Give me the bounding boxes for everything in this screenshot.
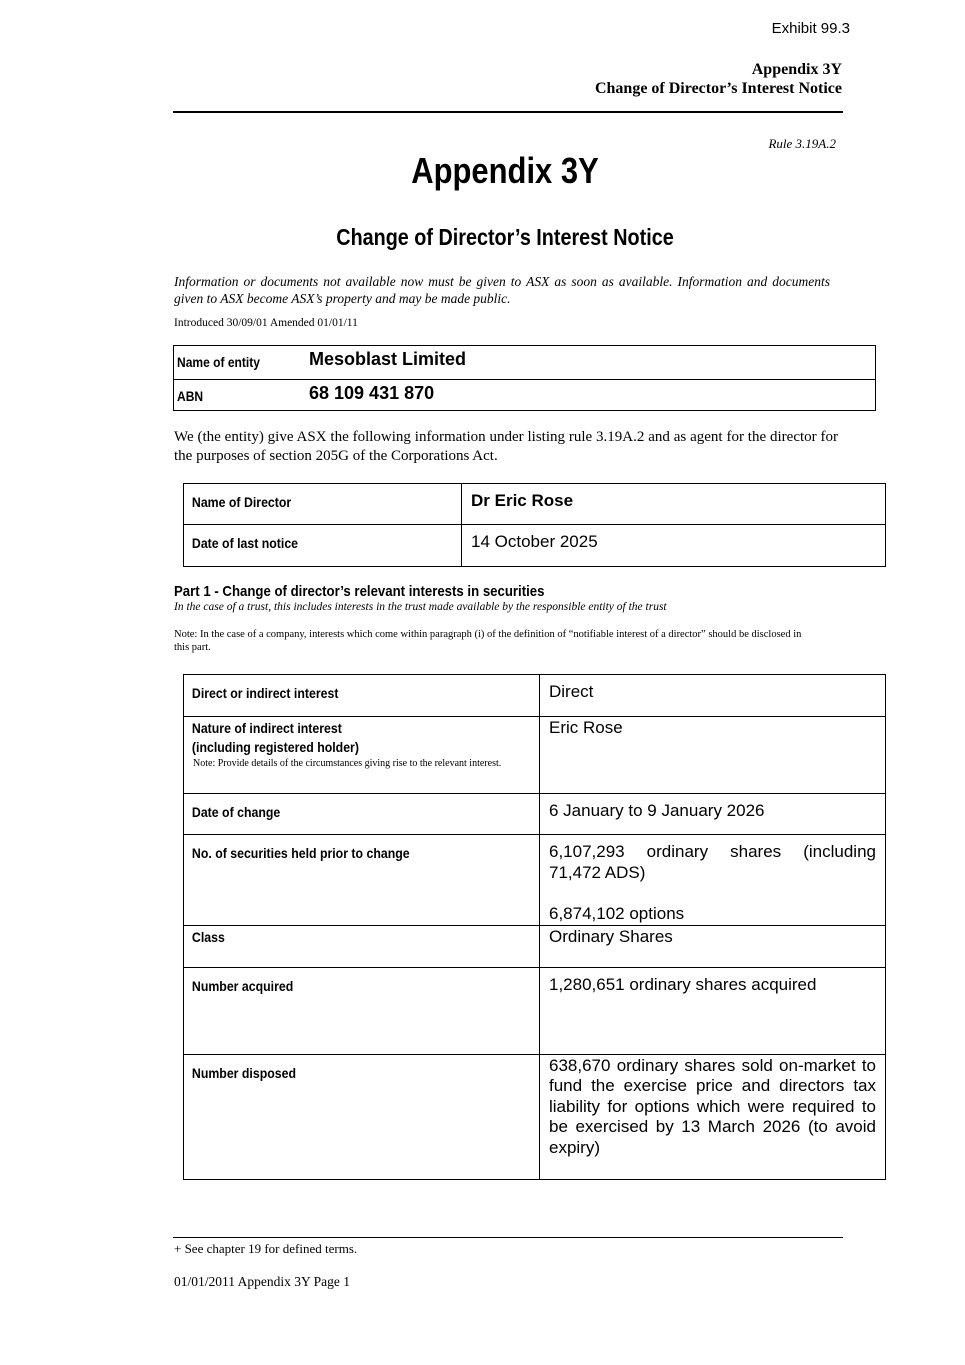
header-divider — [173, 111, 843, 113]
table-cell — [184, 525, 462, 567]
abn-label: ABN — [177, 388, 204, 404]
class-label: Class — [191, 928, 225, 945]
number-disposed-label: Number disposed — [191, 1064, 296, 1081]
table-row — [184, 967, 886, 1054]
indirect-interest-note: Note: Provide details of the circumstances giving rise to the relevant interest. — [193, 758, 502, 769]
table-cell — [540, 675, 886, 717]
table-row — [184, 1054, 886, 1179]
last-notice-value: 14 October 2025 — [471, 532, 598, 551]
table-cell — [184, 675, 540, 717]
part1-subheading: In the case of a trust, this includes interests in the trust made available by the responsible entity of the trust — [174, 601, 667, 613]
table-cell — [540, 1054, 886, 1179]
indirect-interest-value: Eric Rose — [549, 718, 623, 737]
date-of-change-label: Date of change — [191, 804, 281, 820]
date-of-change-value: 6 January to 9 January 2026 — [549, 801, 765, 820]
table-row — [184, 925, 886, 967]
interest-type-value: Direct — [549, 682, 594, 701]
entity-name-row — [174, 346, 875, 379]
director-table — [183, 483, 886, 567]
table-cell — [184, 484, 462, 525]
abn-row — [174, 379, 875, 413]
number-acquired-value: 1,280,651 ordinary shares acquired — [549, 974, 817, 994]
entity-name-value: Mesoblast Limited — [309, 349, 467, 369]
abn-value: 68 109 431 870 — [309, 383, 435, 403]
table-row — [184, 794, 886, 835]
number-disposed-value: 638,670 ordinary shares sold on-market to fund the exercise price and directors tax liability for options which were required to be exercised by 13 March 2026 (to avoid expiry) — [549, 1055, 876, 1157]
rule-reference: Rule 3.19A.2 — [768, 136, 836, 151]
page-subtitle: Change of Director’s Interest Notice — [336, 224, 674, 250]
interest-type-label: Direct or indirect interest — [191, 685, 339, 701]
interest-table — [183, 674, 886, 1180]
table-cell — [184, 1054, 540, 1179]
director-name-label: Name of Director — [191, 494, 292, 510]
part1-note: Note: In the case of a company, interests which come within paragraph (i) of the definition of “notifiable interest of a director” should be disclosed in this part. — [174, 629, 802, 653]
securities-prior-label: No. of securities held prior to change — [191, 845, 410, 861]
running-header-title: Appendix 3Y — [751, 61, 842, 78]
introduced-amended-note: Introduced 30/09/01 Amended 01/01/11 — [174, 317, 358, 329]
running-header-subtitle: Change of Director’s Interest Notice — [594, 80, 842, 97]
indirect-interest-sublabel: (including registered holder) — [191, 739, 359, 755]
part1-heading: Part 1 - Change of director’s relevant interests in securities — [174, 583, 545, 600]
exhibit-label: Exhibit 99.3 — [771, 20, 850, 37]
table-cell — [184, 967, 540, 1054]
entity-name-label: Name of entity — [177, 354, 260, 370]
table-cell — [184, 925, 540, 967]
entity-box — [173, 345, 876, 411]
table-cell — [540, 794, 886, 835]
table-cell — [184, 835, 540, 926]
table-cell — [184, 717, 540, 794]
table-row — [184, 675, 886, 717]
table-row — [184, 717, 886, 794]
footer-defined-terms: + See chapter 19 for defined terms. — [174, 1241, 358, 1256]
table-row — [184, 484, 886, 525]
table-cell — [462, 525, 886, 567]
last-notice-label: Date of last notice — [191, 535, 299, 551]
table-cell — [462, 484, 886, 525]
footer-page-number: 01/01/2011 Appendix 3Y Page 1 — [174, 1274, 350, 1289]
table-cell — [540, 925, 886, 967]
table-row — [184, 835, 886, 926]
footer-divider — [173, 1237, 843, 1238]
class-value: Ordinary Shares — [549, 926, 673, 946]
page-title: Appendix 3Y — [411, 150, 599, 191]
entity-statement: We (the entity) give ASX the following information under listing rule 3.19A.2 and as agent for the director for the purposes of section 205G of the Corporations Act. — [174, 429, 838, 464]
securities-prior-shares: 6,107,293 ordinary shares (including 71,472 ADS) — [549, 842, 876, 882]
table-cell — [540, 717, 886, 794]
table-cell — [184, 794, 540, 835]
number-acquired-label: Number acquired — [191, 977, 294, 994]
securities-prior-options: 6,874,102 options — [549, 904, 685, 923]
table-row — [184, 525, 886, 567]
director-name-value: Dr Eric Rose — [471, 491, 574, 510]
table-cell — [540, 967, 886, 1054]
intro-paragraph: Information or documents not available now must be given to ASX as soon as available. Information and documents given to ASX become ASX’s property and may be made public. — [174, 274, 830, 306]
indirect-interest-label: Nature of indirect interest — [191, 720, 342, 736]
table-cell — [540, 835, 886, 926]
